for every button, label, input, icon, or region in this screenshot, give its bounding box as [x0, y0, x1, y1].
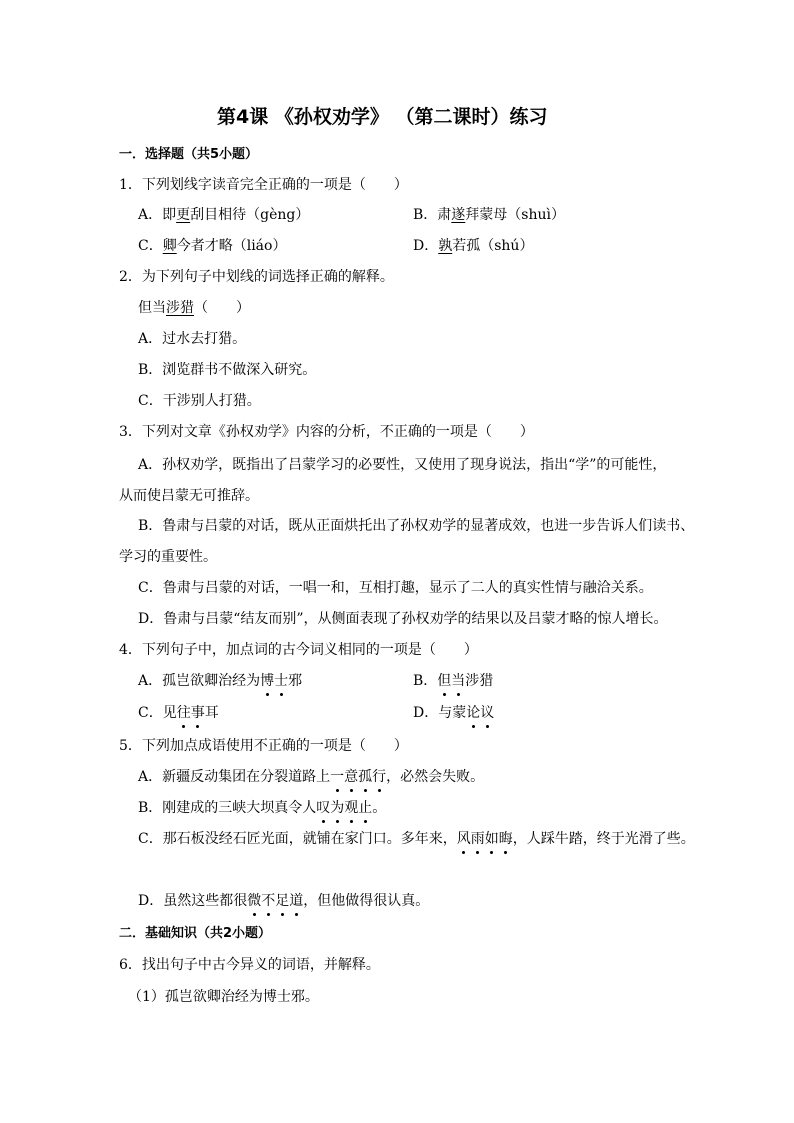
q1-d-underlined: 孰: [438, 238, 453, 254]
q3-option-d: D．鲁肃与吕蒙“结友而别”，从侧面表现了孙权劝学的结果以及吕蒙才略的惊人增长。: [138, 611, 668, 627]
q5-c-dotted: [457, 831, 513, 847]
section-heading-basics: 二．基础知识（共2小题）: [119, 926, 272, 941]
q4-option-c: [138, 703, 219, 723]
q4-stem: 4．下列句子中，加点词的古今词义相同的一项是（ ）: [119, 642, 478, 658]
q5-a-dotted: [330, 769, 386, 785]
q5-option-c: [138, 829, 695, 849]
q5-d-pre: D．虽然这些都很: [138, 893, 248, 909]
q1-c-underlined: 卿: [162, 238, 177, 254]
emphasis-dot-char: 事: [190, 705, 205, 721]
q1-option-d: [413, 236, 533, 256]
q1-c-pre: C．: [138, 238, 163, 254]
emphasis-dot-char: 意: [344, 769, 359, 785]
emphasis-dot-char: 论: [466, 705, 481, 721]
q1-option-c: [138, 236, 286, 256]
emphasis-dot-char: 但: [437, 673, 452, 689]
emphasis-dot-char: 如: [484, 831, 499, 847]
q5-c-pre: C．那石板没经石匠光面，就铺在家门口。多年来，: [138, 831, 457, 847]
q4-option-d: [413, 703, 494, 723]
emphasis-dot-char: 一: [330, 769, 345, 785]
emphasis-dot-char: 观: [344, 800, 359, 816]
q5-option-b: [138, 798, 386, 818]
emphasis-dot-char: 行: [372, 769, 387, 785]
q1-b-underlined: 遂: [451, 207, 466, 223]
page-title: 第4课 《孙权劝学》 （第二课时）练习: [217, 106, 548, 128]
q4-option-a: [138, 671, 302, 691]
emphasis-dot-char: 止: [358, 800, 373, 816]
q3-option-a-line1: A．孙权劝学，既指出了吕蒙学习的必要性，又使用了现身说法，指出“学”的可能性，: [138, 457, 667, 473]
q1-d-post: 若孤（shú）: [452, 238, 534, 254]
emphasis-dot-char: 叹: [316, 800, 331, 816]
q5-option-a: [138, 767, 484, 787]
q5-b-pre: B．刚建成的三峡大坝真令人: [138, 800, 317, 816]
q2-sentence-pre: 但当: [138, 300, 166, 316]
emphasis-dot-char: 往: [176, 705, 191, 721]
q5-b-post: 。: [372, 800, 387, 816]
q5-c-post: ，人踩牛踏，终于光滑了些。: [512, 831, 695, 847]
q1-d-pre: D．: [413, 238, 439, 254]
q2-option-a: A．过水去打猎。: [138, 331, 247, 347]
q1-a-pre: A．即: [138, 207, 177, 223]
q3-option-a-line2: 从而使吕蒙无可推辞。: [119, 488, 259, 504]
q3-stem: 3．下列对文章《孙权劝学》内容的分析，不正确的一项是（ ）: [119, 424, 534, 440]
q1-stem: 1．下列划线字读音完全正确的一项是（ ）: [119, 177, 408, 193]
q5-option-d: [138, 891, 429, 911]
q1-b-pre: B．肃: [413, 207, 452, 223]
q4-c-pre: C．见: [138, 705, 177, 721]
q1-b-post: 拜蒙母（shuì）: [465, 207, 565, 223]
q6-item-1: （1）孤岂欲卿治经为博士邪。: [128, 989, 319, 1005]
q2-sentence-post: （ ）: [194, 300, 250, 316]
q4-c-dotted: [177, 705, 205, 721]
q1-option-b: [413, 205, 565, 225]
emphasis-dot-char: 议: [480, 705, 495, 721]
q5-d-post: ，但他做得很认真。: [303, 893, 430, 909]
q2-sentence: [138, 298, 250, 318]
emphasis-dot-char: 晦: [498, 831, 513, 847]
q5-a-pre: A．新疆反动集团在分裂道路上: [138, 769, 331, 785]
q4-a-dotted: [260, 673, 288, 689]
section-heading-choice: 一．选择题（共5小题）: [119, 147, 259, 162]
q2-sentence-underlined: 涉猎: [166, 300, 194, 316]
emphasis-dot-char: 当: [451, 673, 466, 689]
q4-c-post: 耳: [204, 705, 219, 721]
q6-stem: 6．找出句子中古今异义的词语，并解释。: [119, 957, 380, 973]
q4-b-dotted: [437, 673, 465, 689]
q1-a-underlined: 更: [176, 207, 191, 223]
q3-option-b-line2: 学习的重要性。: [119, 549, 217, 565]
q4-d-pre: D．与蒙: [413, 705, 467, 721]
emphasis-dot-char: 士: [274, 673, 289, 689]
emphasis-dot-char: 博: [260, 673, 275, 689]
emphasis-dot-char: 足: [275, 893, 290, 909]
q5-b-dotted: [316, 800, 372, 816]
q5-a-post: ，必然会失败。: [386, 769, 485, 785]
q4-d-dotted: [466, 705, 494, 721]
q5-d-dotted: [247, 893, 303, 909]
q2-option-b: B．浏览群书不做深入研究。: [138, 362, 317, 378]
q1-a-post: 刮目相待（gèng）: [190, 207, 310, 223]
q3-option-c: C．鲁肃与吕蒙的对话，一唱一和，互相打趣，显示了二人的真实性情与融洽关系。: [138, 580, 653, 596]
emphasis-dot-char: 不: [261, 893, 276, 909]
q2-stem: 2．为下列句子中划线的词选择正确的解释。: [119, 269, 394, 285]
q4-b-post: 涉猎: [465, 673, 494, 689]
q4-a-post: 邪: [288, 673, 303, 689]
q3-option-b-line1: B．鲁肃与吕蒙的对话，既从正面烘托出了孙权劝学的显著成效，也进一步告诉人们读书、: [138, 518, 695, 534]
emphasis-dot-char: 微: [247, 893, 262, 909]
q5-stem: 5．下列加点成语使用不正确的一项是（ ）: [119, 738, 408, 754]
emphasis-dot-char: 孤: [358, 769, 373, 785]
q1-option-a: [138, 205, 309, 225]
q1-c-post: 今者才略（liáo）: [176, 238, 287, 254]
emphasis-dot-char: 雨: [470, 831, 485, 847]
emphasis-dot-char: 道: [289, 893, 304, 909]
q4-b-pre: B．: [413, 673, 438, 689]
emphasis-dot-char: 为: [330, 800, 345, 816]
q4-a-pre: A．孤岂欲卿治经为: [138, 673, 261, 689]
q4-option-b: [413, 671, 493, 691]
q2-option-c: C．干涉别人打猎。: [138, 393, 261, 409]
emphasis-dot-char: 风: [456, 831, 471, 847]
